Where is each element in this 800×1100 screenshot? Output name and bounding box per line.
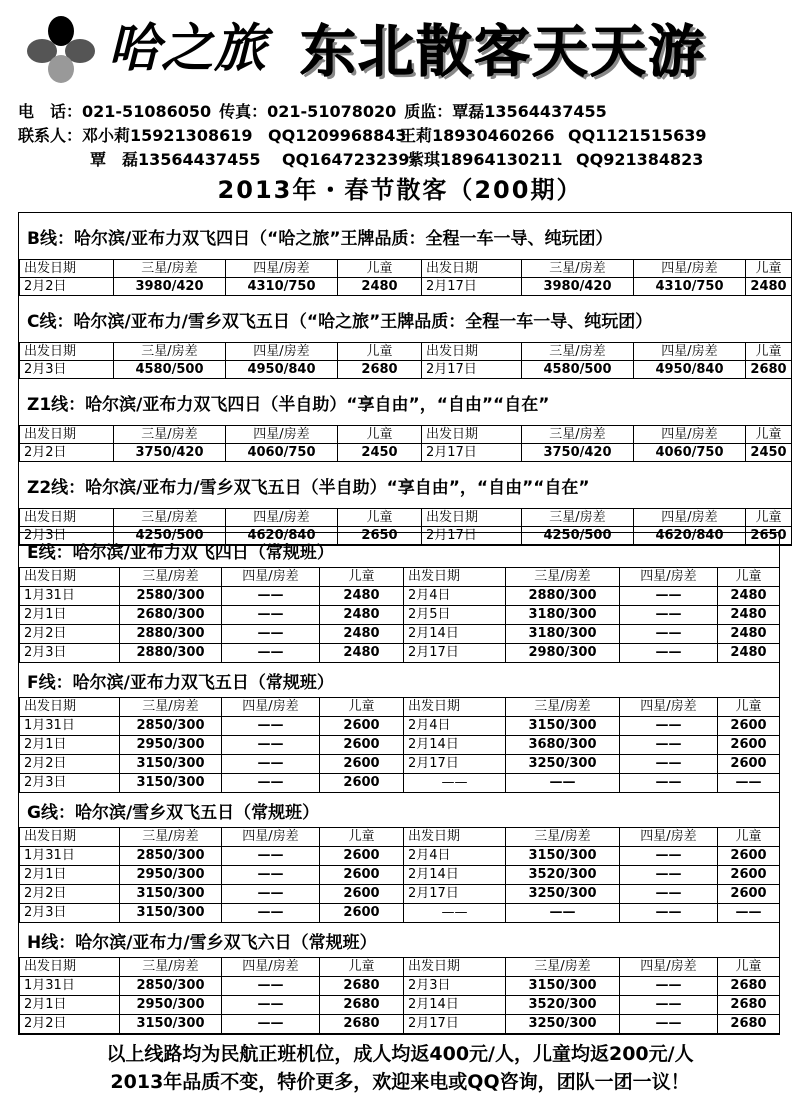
- table-cell: 出发日期: [422, 509, 522, 527]
- table-cell: 2月17日: [404, 755, 506, 774]
- table-cell: 2月2日: [20, 625, 120, 644]
- table-cell: 3250/300: [506, 885, 620, 904]
- regular-lines-section: [18, 532, 780, 1035]
- table-cell: 儿童: [320, 958, 404, 977]
- table-cell: 2月4日: [404, 587, 506, 606]
- table-cell: 儿童: [746, 260, 792, 278]
- phone-number: 021-51086050: [82, 102, 212, 121]
- table-row: [20, 587, 780, 606]
- slogan: 东北散客天天游: [300, 20, 706, 85]
- table-cell: ——: [506, 904, 620, 923]
- table-cell: 2600: [320, 774, 404, 793]
- table-row: [20, 625, 780, 644]
- table-header-row: [20, 698, 780, 717]
- table-cell: 三星/房差: [120, 698, 222, 717]
- table-cell: 3150/300: [120, 755, 222, 774]
- table-cell: 三星/房差: [506, 958, 620, 977]
- table-cell: 2月3日: [20, 774, 120, 793]
- issue-title: 2013年・春节散客（200期）: [217, 176, 583, 204]
- table-cell: 2680: [320, 996, 404, 1015]
- table-cell: 儿童: [338, 509, 422, 527]
- table-cell: 2600: [320, 904, 404, 923]
- qc-label: 质监：: [404, 102, 453, 121]
- route-title: B线：哈尔滨/亚布力双飞四日（“哈之旅”王牌品质：全程一车一导、纯玩团）: [27, 228, 613, 249]
- table-cell: ——: [620, 755, 718, 774]
- contact-value: 紫琪18964130211: [408, 150, 563, 169]
- table-cell: 2680: [718, 996, 780, 1015]
- table-cell: 2月4日: [404, 717, 506, 736]
- table-cell: 2600: [320, 847, 404, 866]
- contact-row-2: [18, 124, 788, 148]
- table-cell: 3180/300: [506, 625, 620, 644]
- table-cell: ——: [222, 774, 320, 793]
- table-cell: 3180/300: [506, 606, 620, 625]
- footer-line-1: 以上线路均为民航正班机位，成人均返400元/人，儿童均返200元/人: [106, 1043, 694, 1065]
- table-cell: 3980/420: [522, 278, 634, 296]
- table-cell: ——: [222, 977, 320, 996]
- table-row: [20, 736, 780, 755]
- table-row: [20, 444, 792, 462]
- table-cell: 2450: [746, 444, 792, 462]
- table-cell: 2月2日: [20, 885, 120, 904]
- table-cell: 儿童: [338, 426, 422, 444]
- table-cell: 2850/300: [120, 717, 222, 736]
- table-cell: ——: [222, 885, 320, 904]
- table-cell: 4580/500: [114, 361, 226, 379]
- table-cell: ——: [222, 1015, 320, 1034]
- table-cell: 出发日期: [20, 958, 120, 977]
- table-cell: 出发日期: [404, 828, 506, 847]
- footer-notice: [0, 1040, 800, 1096]
- table-cell: 3520/300: [506, 996, 620, 1015]
- table-cell: ——: [620, 644, 718, 663]
- table-cell: 三星/房差: [120, 568, 222, 587]
- table-cell: 1月31日: [20, 717, 120, 736]
- table-cell: 4620/840: [226, 527, 338, 545]
- table-cell: 儿童: [718, 958, 780, 977]
- contact-row-1: [18, 100, 788, 124]
- table-cell: 三星/房差: [114, 509, 226, 527]
- phone-label: 电 话：: [18, 102, 83, 121]
- table-cell: 2680: [338, 361, 422, 379]
- table-cell: 3150/300: [120, 774, 222, 793]
- table-cell: 2880/300: [120, 625, 222, 644]
- table-cell: 2680/300: [120, 606, 222, 625]
- table-row: [20, 866, 780, 885]
- table-cell: 三星/房差: [120, 958, 222, 977]
- table-cell: 2月1日: [20, 606, 120, 625]
- contact-value: 邓小莉15921308619: [82, 126, 253, 145]
- table-cell: 2月2日: [20, 278, 114, 296]
- table-cell: ——: [222, 606, 320, 625]
- table-cell: 2月17日: [422, 278, 522, 296]
- table-cell: ——: [620, 1015, 718, 1034]
- table-cell: 四星/房差: [226, 260, 338, 278]
- table-cell: 2650: [338, 527, 422, 545]
- table-cell: 3750/420: [522, 444, 634, 462]
- table-cell: 2月17日: [404, 644, 506, 663]
- table-cell: 出发日期: [404, 698, 506, 717]
- table-cell: 4310/750: [634, 278, 746, 296]
- table-cell: 2月2日: [20, 755, 120, 774]
- table-cell: 3150/300: [506, 847, 620, 866]
- table-cell: 出发日期: [20, 828, 120, 847]
- table-cell: 三星/房差: [114, 426, 226, 444]
- table-cell: 2600: [718, 717, 780, 736]
- table-cell: 儿童: [338, 260, 422, 278]
- table-cell: 2480: [320, 587, 404, 606]
- table-cell: ——: [222, 996, 320, 1015]
- table-cell: ——: [222, 625, 320, 644]
- table-cell: 3980/420: [114, 278, 226, 296]
- table-cell: 三星/房差: [522, 509, 634, 527]
- table-cell: 2600: [718, 866, 780, 885]
- table-cell: 2680: [718, 1015, 780, 1034]
- table-cell: ——: [222, 755, 320, 774]
- price-table: [19, 425, 792, 462]
- table-cell: 4060/750: [634, 444, 746, 462]
- table-cell: 2月17日: [422, 527, 522, 545]
- table-row: [20, 904, 780, 923]
- table-cell: 2600: [718, 847, 780, 866]
- table-cell: 出发日期: [404, 958, 506, 977]
- table-cell: ——: [620, 904, 718, 923]
- table-cell: ——: [404, 904, 506, 923]
- table-cell: 2600: [320, 717, 404, 736]
- table-cell: 2950/300: [120, 866, 222, 885]
- table-cell: ——: [620, 977, 718, 996]
- table-cell: 四星/房差: [222, 828, 320, 847]
- table-cell: 四星/房差: [634, 509, 746, 527]
- table-cell: 四星/房差: [620, 568, 718, 587]
- contact-info: [18, 100, 788, 172]
- table-cell: 2480: [718, 606, 780, 625]
- table-cell: 三星/房差: [114, 343, 226, 361]
- table-header-row: [20, 568, 780, 587]
- table-cell: 2480: [718, 625, 780, 644]
- table-cell: 2月1日: [20, 996, 120, 1015]
- table-cell: ——: [222, 717, 320, 736]
- table-cell: 1月31日: [20, 847, 120, 866]
- table-row: [20, 977, 780, 996]
- contact-value: 王莉18930460266: [400, 126, 555, 145]
- table-cell: 四星/房差: [620, 698, 718, 717]
- table-cell: 4250/500: [114, 527, 226, 545]
- table-cell: ——: [620, 625, 718, 644]
- table-cell: 3680/300: [506, 736, 620, 755]
- table-cell: 2月3日: [20, 361, 114, 379]
- table-cell: 出发日期: [20, 426, 114, 444]
- table-row: [20, 847, 780, 866]
- table-cell: 儿童: [718, 568, 780, 587]
- table-cell: 2月3日: [20, 644, 120, 663]
- table-cell: 四星/房差: [222, 698, 320, 717]
- table-cell: 2600: [718, 885, 780, 904]
- header: [0, 0, 800, 96]
- table-cell: 2月1日: [20, 736, 120, 755]
- table-cell: 出发日期: [20, 568, 120, 587]
- table-cell: 四星/房差: [226, 343, 338, 361]
- table-cell: 2月14日: [404, 736, 506, 755]
- table-cell: 2月3日: [404, 977, 506, 996]
- premium-lines-section: [18, 212, 792, 546]
- table-header-row: [20, 260, 792, 278]
- table-cell: 儿童: [746, 426, 792, 444]
- table-cell: ——: [620, 587, 718, 606]
- table-cell: 2850/300: [120, 847, 222, 866]
- table-cell: 2680: [718, 977, 780, 996]
- table-cell: 4580/500: [522, 361, 634, 379]
- table-cell: 2月17日: [422, 444, 522, 462]
- table-cell: 儿童: [718, 698, 780, 717]
- table-cell: ——: [222, 904, 320, 923]
- table-header-row: [20, 343, 792, 361]
- price-table: [19, 567, 780, 663]
- table-cell: 儿童: [320, 568, 404, 587]
- table-row: [20, 644, 780, 663]
- contact-row-3: [18, 148, 788, 172]
- table-cell: 3750/420: [114, 444, 226, 462]
- table-cell: ——: [620, 885, 718, 904]
- table-cell: ——: [718, 774, 780, 793]
- price-table: [19, 342, 792, 379]
- fax-number: 021-51078020: [267, 102, 397, 121]
- price-table: [19, 259, 792, 296]
- table-cell: 四星/房差: [222, 958, 320, 977]
- table-cell: ——: [620, 606, 718, 625]
- table-header-row: [20, 828, 780, 847]
- table-cell: 2650: [746, 527, 792, 545]
- table-cell: 3250/300: [506, 1015, 620, 1034]
- table-cell: 三星/房差: [522, 260, 634, 278]
- table-cell: ——: [222, 847, 320, 866]
- table-cell: 四星/房差: [226, 509, 338, 527]
- table-cell: 儿童: [320, 828, 404, 847]
- table-cell: 儿童: [320, 698, 404, 717]
- table-cell: 2600: [320, 885, 404, 904]
- table-cell: ——: [404, 774, 506, 793]
- table-cell: ——: [222, 587, 320, 606]
- table-cell: 2600: [718, 736, 780, 755]
- table-cell: 2480: [320, 606, 404, 625]
- footer-line-2: 2013年品质不变，特价更多，欢迎来电或QQ咨询，团队一团一议！: [110, 1071, 690, 1093]
- table-cell: 2月14日: [404, 996, 506, 1015]
- table-cell: 2月2日: [20, 444, 114, 462]
- table-cell: 三星/房差: [506, 828, 620, 847]
- table-cell: 2680: [746, 361, 792, 379]
- route-title: C线：哈尔滨/亚布力/雪乡双飞五日（“哈之旅”王牌品质：全程一车一导、纯玩团）: [27, 311, 653, 332]
- four-petal-logo-icon: [22, 14, 100, 84]
- table-cell: 2月1日: [20, 866, 120, 885]
- table-cell: 2600: [320, 866, 404, 885]
- price-table: [19, 827, 780, 923]
- route-title: F线：哈尔滨/亚布力双飞五日（常规班）: [27, 672, 334, 693]
- table-cell: 出发日期: [422, 260, 522, 278]
- table-cell: 3520/300: [506, 866, 620, 885]
- table-cell: 4060/750: [226, 444, 338, 462]
- table-cell: 儿童: [338, 343, 422, 361]
- table-cell: 四星/房差: [620, 958, 718, 977]
- table-cell: 3150/300: [506, 717, 620, 736]
- table-row: [20, 361, 792, 379]
- table-cell: ——: [620, 847, 718, 866]
- table-cell: 四星/房差: [620, 828, 718, 847]
- table-cell: 2600: [320, 736, 404, 755]
- table-cell: 儿童: [746, 343, 792, 361]
- table-cell: 3150/300: [120, 1015, 222, 1034]
- contact-value: 覃 磊13564437455: [90, 150, 261, 169]
- contact-value: QQ1121515639: [568, 126, 707, 145]
- table-cell: 2480: [338, 278, 422, 296]
- table-cell: 2680: [320, 1015, 404, 1034]
- table-cell: 四星/房差: [634, 260, 746, 278]
- table-cell: 2600: [718, 755, 780, 774]
- table-cell: 出发日期: [422, 426, 522, 444]
- table-cell: 2480: [320, 625, 404, 644]
- table-cell: 四星/房差: [634, 426, 746, 444]
- table-cell: 2850/300: [120, 977, 222, 996]
- table-cell: 出发日期: [422, 343, 522, 361]
- table-row: [20, 996, 780, 1015]
- price-table: [19, 697, 780, 793]
- table-cell: ——: [620, 736, 718, 755]
- table-cell: 2月3日: [20, 527, 114, 545]
- table-cell: 四星/房差: [634, 343, 746, 361]
- table-cell: ——: [620, 717, 718, 736]
- table-cell: 三星/房差: [506, 698, 620, 717]
- route-title: Z2线：哈尔滨/亚布力/雪乡双飞五日（半自助）“享自由”，“自由”“自在”: [27, 477, 590, 498]
- table-cell: ——: [222, 736, 320, 755]
- table-cell: 4620/840: [634, 527, 746, 545]
- table-cell: ——: [718, 904, 780, 923]
- table-cell: 2950/300: [120, 996, 222, 1015]
- table-header-row: [20, 509, 792, 527]
- table-row: [20, 755, 780, 774]
- table-cell: 出发日期: [404, 568, 506, 587]
- table-cell: 4310/750: [226, 278, 338, 296]
- table-row: [20, 717, 780, 736]
- table-cell: 3150/300: [506, 977, 620, 996]
- table-cell: 2月17日: [404, 1015, 506, 1034]
- contact-value: QQ164723239: [282, 150, 410, 169]
- table-cell: 4250/500: [522, 527, 634, 545]
- table-cell: ——: [620, 996, 718, 1015]
- table-cell: ——: [222, 866, 320, 885]
- table-row: [20, 606, 780, 625]
- table-header-row: [20, 426, 792, 444]
- fax-label: 传真：: [219, 102, 268, 121]
- table-cell: ——: [620, 866, 718, 885]
- table-cell: 2月14日: [404, 866, 506, 885]
- table-header-row: [20, 958, 780, 977]
- table-cell: 2880/300: [120, 644, 222, 663]
- table-cell: 1月31日: [20, 977, 120, 996]
- contact-value: QQ921384823: [576, 150, 704, 169]
- table-cell: ——: [506, 774, 620, 793]
- table-cell: 2月3日: [20, 904, 120, 923]
- table-cell: 2月17日: [422, 361, 522, 379]
- table-row: [20, 774, 780, 793]
- table-row: [20, 278, 792, 296]
- table-cell: 2480: [746, 278, 792, 296]
- table-cell: 三星/房差: [522, 343, 634, 361]
- table-cell: 2月4日: [404, 847, 506, 866]
- table-cell: 儿童: [718, 828, 780, 847]
- table-cell: 出发日期: [20, 698, 120, 717]
- table-cell: 三星/房差: [522, 426, 634, 444]
- table-cell: 2680: [320, 977, 404, 996]
- table-cell: 2月14日: [404, 625, 506, 644]
- table-cell: 2月17日: [404, 885, 506, 904]
- table-cell: 四星/房差: [222, 568, 320, 587]
- table-cell: 3250/300: [506, 755, 620, 774]
- table-cell: 三星/房差: [506, 568, 620, 587]
- table-cell: 2950/300: [120, 736, 222, 755]
- table-cell: 四星/房差: [226, 426, 338, 444]
- table-cell: 2450: [338, 444, 422, 462]
- table-cell: 4950/840: [226, 361, 338, 379]
- table-cell: 2月5日: [404, 606, 506, 625]
- table-row: [20, 1015, 780, 1034]
- table-cell: 三星/房差: [114, 260, 226, 278]
- route-title: E线：哈尔滨/亚布力双飞四日（常规班）: [27, 542, 334, 563]
- price-table: [19, 957, 780, 1034]
- contact-value: QQ1209968843: [268, 126, 407, 145]
- route-title: G线：哈尔滨/雪乡双飞五日（常规班）: [27, 802, 320, 823]
- table-cell: 出发日期: [20, 509, 114, 527]
- qc-contact: 覃磊13564437455: [452, 102, 607, 121]
- table-cell: ——: [222, 644, 320, 663]
- table-row: [20, 885, 780, 904]
- table-cell: 4950/840: [634, 361, 746, 379]
- route-title: H线：哈尔滨/亚布力/雪乡双飞六日（常规班）: [27, 932, 377, 953]
- table-cell: 2580/300: [120, 587, 222, 606]
- table-cell: 出发日期: [20, 260, 114, 278]
- people-label: 联系人：: [18, 126, 83, 145]
- table-cell: 2880/300: [506, 587, 620, 606]
- table-cell: 出发日期: [20, 343, 114, 361]
- table-cell: 3150/300: [120, 885, 222, 904]
- table-cell: 2600: [320, 755, 404, 774]
- table-cell: 2480: [718, 587, 780, 606]
- table-cell: 2480: [718, 644, 780, 663]
- route-title: Z1线：哈尔滨/亚布力双飞四日（半自助）“享自由”，“自由”“自在”: [27, 394, 550, 415]
- table-cell: ——: [620, 774, 718, 793]
- table-cell: 2月2日: [20, 1015, 120, 1034]
- table-cell: 2480: [320, 644, 404, 663]
- brand-name: 哈之旅: [108, 18, 268, 79]
- table-cell: 2980/300: [506, 644, 620, 663]
- table-cell: 1月31日: [20, 587, 120, 606]
- table-cell: 三星/房差: [120, 828, 222, 847]
- table-cell: 3150/300: [120, 904, 222, 923]
- table-cell: 儿童: [746, 509, 792, 527]
